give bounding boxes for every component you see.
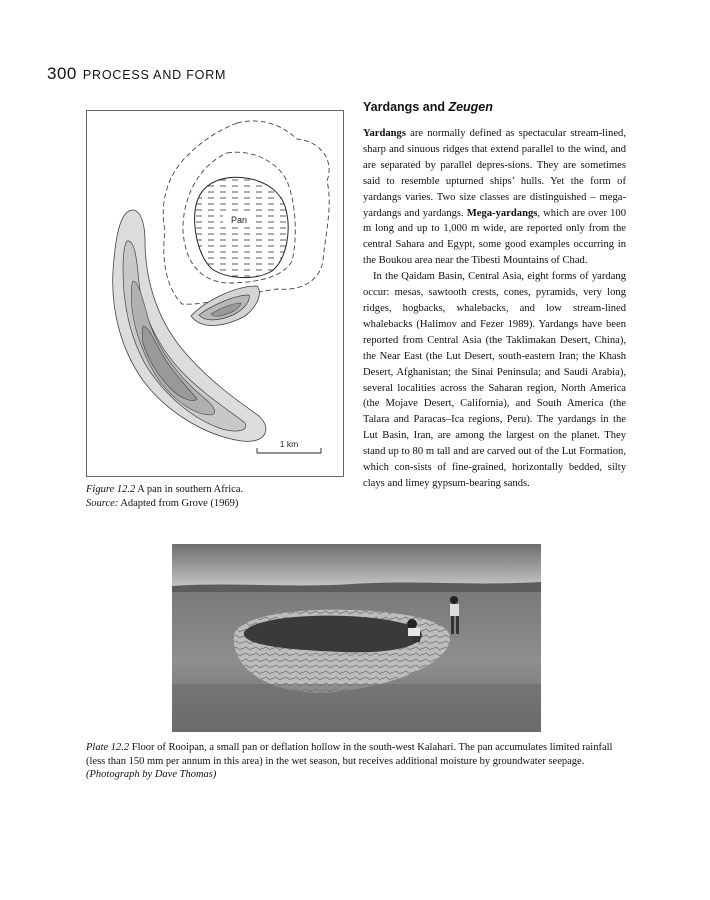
paragraph-1-part-4: , which are over 100 m long and up to 1,000 m wide, are reported only from the central Sahara and Egypt, some good examples occurring in the Boukou area near the Tibesti Mountains of Chad. [363,207,627,267]
paragraph-2: In the Qaidam Basin, Central Asia, eight forms of yardang occur: mesas, sawtooth crests, cones, pyramids, very long ridges, hogbacks, whalebacks, and low stream-lined whalebacks (Halimov and Fezer 1989). Yardangs have been reported from Central Asia (the Taklimakan Desert, China), the Near East (the Lut Desert, south-eastern Iran; the Khash Desert, Afghanistan; the Sinai Peninsula; and Saudi Arabia), several localities across the Saharan region, North America (the Mojave Desert, California), and South America (the Talara and Paracas–Ica regions, Peru). The yardangs in the Lut Basin, Iran, are among the largest on the planet. They stand up to 80 m tall and are carved out of the Lut Formation, which con-sists of fine-grained, horizontally bedded, silty clays and limey gypsum-bearing sands. [363,271,626,489]
section-heading-main: Yardangs and [363,100,449,114]
figure-caption-line [86,483,346,497]
scale-bar [257,439,321,453]
figure-source-label: Source: [86,497,119,509]
photo-foreground [172,684,541,732]
paragraph-1 [363,126,626,269]
figure-caption [86,483,346,510]
body-text [363,126,626,492]
section-heading [363,100,493,114]
pan-map-illustration [87,111,345,478]
pan-surface [195,177,288,277]
paragraph-1-part-2: are normally defined as spectacular stream-lined, sharp and sinuous ridges that extend parallel to the wind, and are separated by parallel depres-sions. They are sometimes said to resemble upturned ships’ hulls. Yet the form of yardangs varies. Two size classes are distinguished – mega-yardangs and yardangs. [363,128,626,219]
figure-12-2-map [86,110,344,477]
page-number: 300 [47,64,77,83]
pan-label: Pan [230,215,248,225]
figure-caption-label: Figure 12.2 [86,484,136,495]
running-head [47,64,226,84]
section-heading-italic: Zeugen [448,100,493,114]
term-mega-yardangs: Mega-yardangs [466,207,538,219]
rooipan-photo-illustration [172,544,541,732]
figure-caption-text: A pan in southern Africa. [137,484,244,495]
plate-caption-label: Plate 12.2 [86,742,130,753]
plate-caption-line [86,741,626,768]
figure-source-text: Adapted from Grove (1969) [120,497,239,509]
running-head-title: PROCESS AND FORM [82,68,227,82]
term-yardangs: Yardangs [363,128,406,139]
scale-bar-label: 1 km [279,439,299,449]
figure-source-line [86,497,346,511]
plate-caption-text: Floor of Rooipan, a small pan or deflation hollow in the south-west Kalahari. The pan accumulates limited rainfall (less than 150 mm per annum in this area) in the wet season, but receives additional moisture by groundwater seepage. [86,742,613,767]
plate-12-2-photo [172,544,541,732]
plate-credit: (Photograph by Dave Thomas) [86,769,217,780]
plate-caption [86,741,626,782]
